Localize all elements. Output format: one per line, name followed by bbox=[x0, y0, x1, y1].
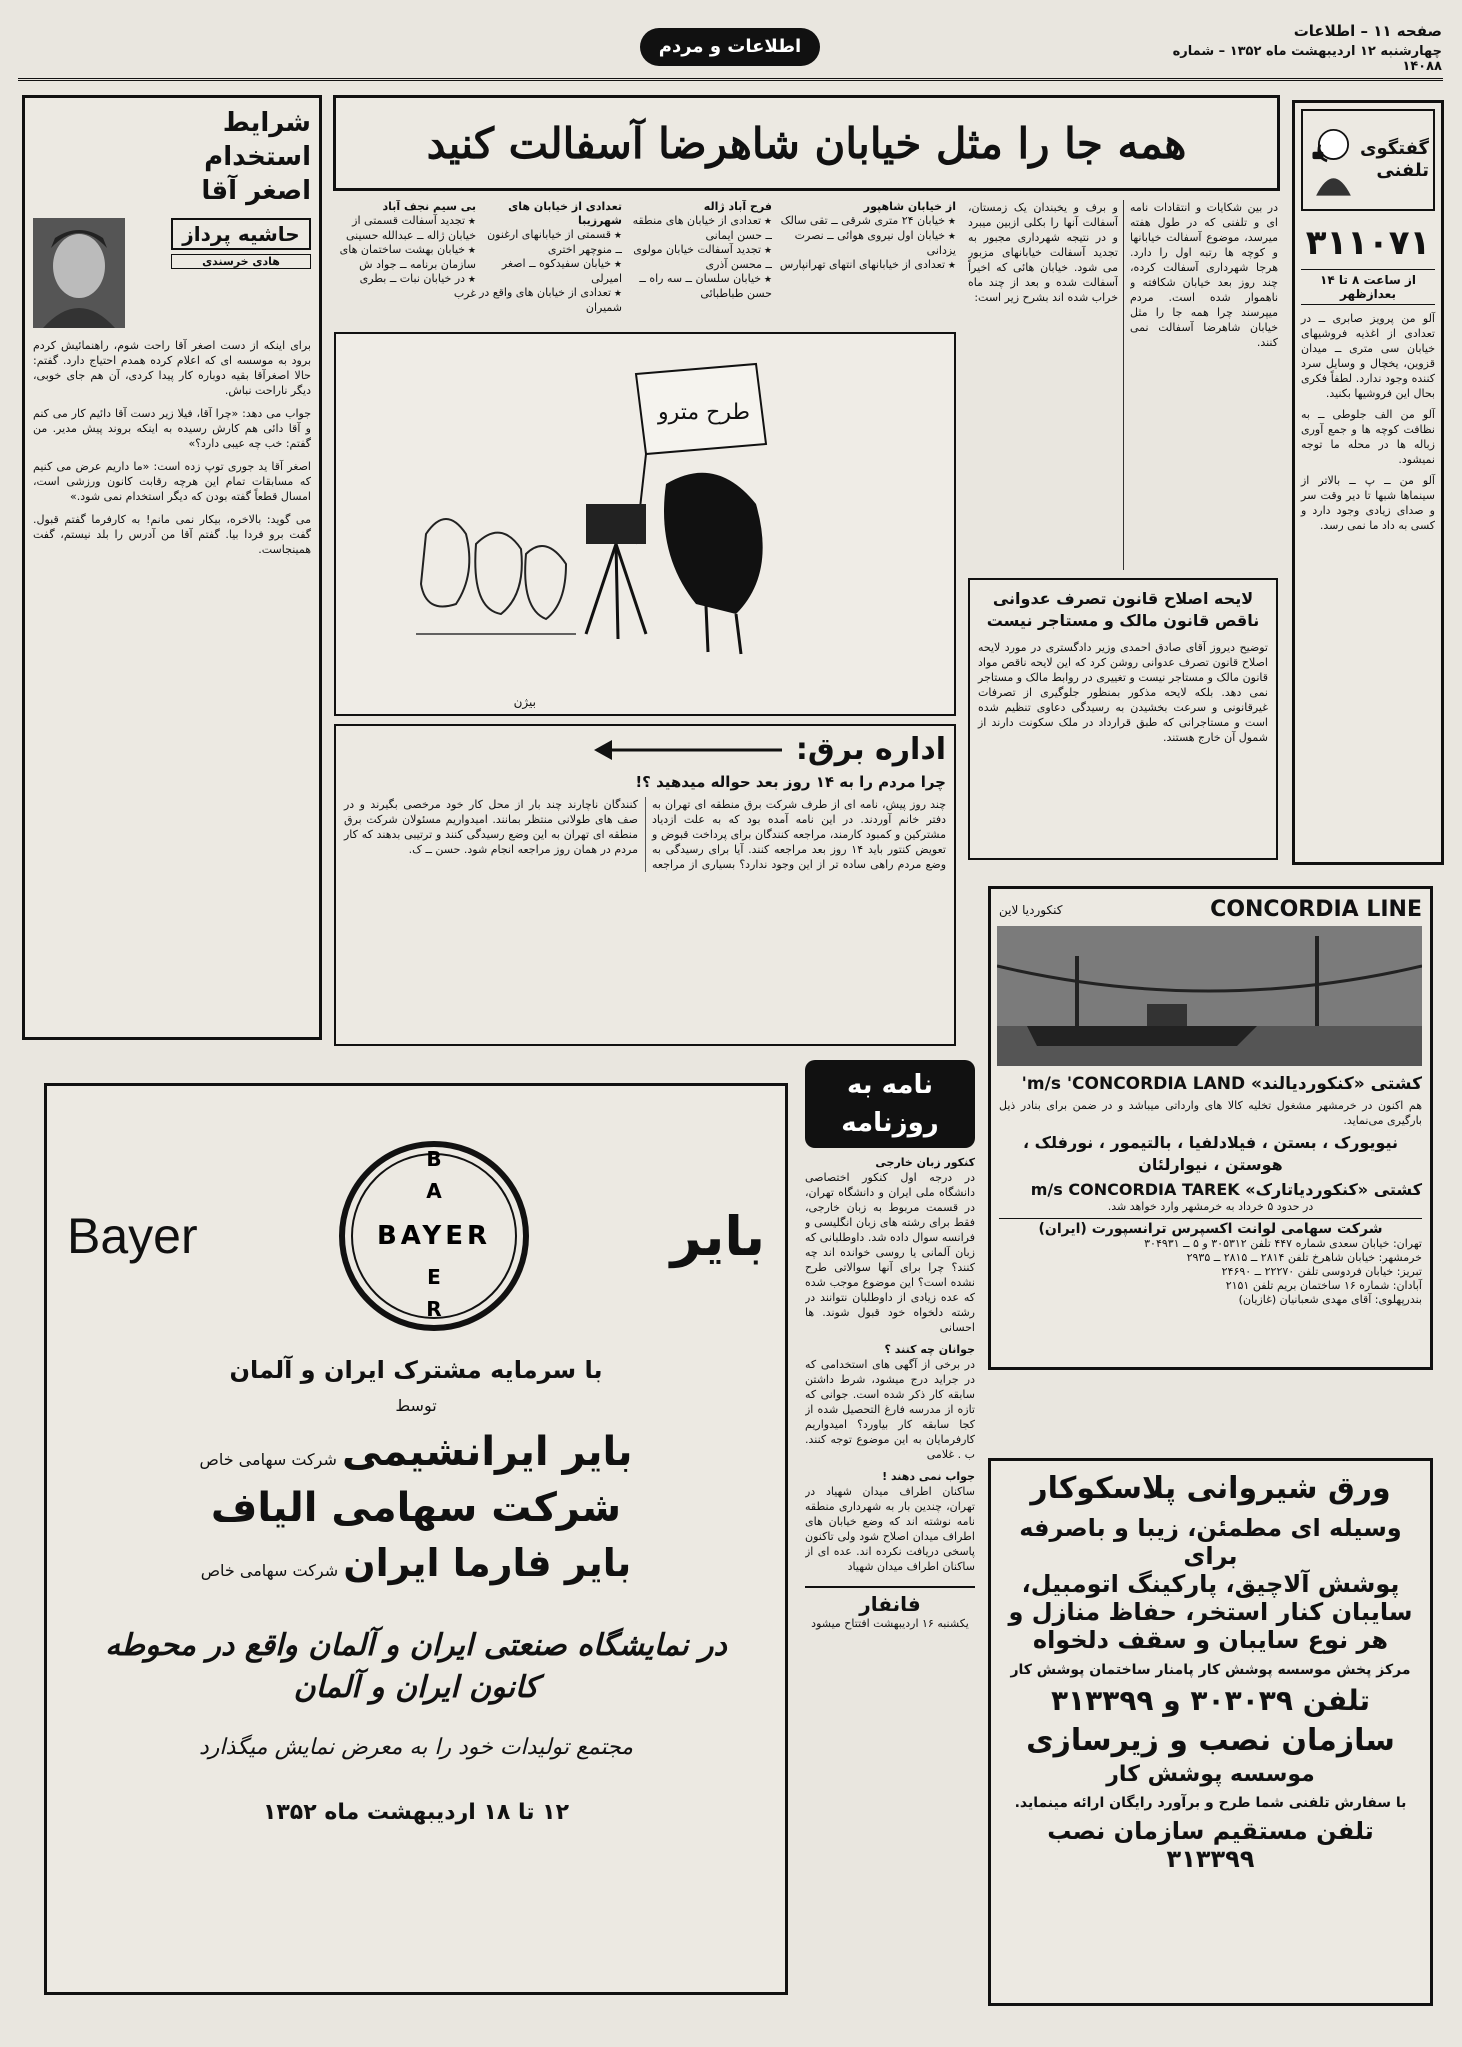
bayer-co3-type: شرکت سهامی خاص bbox=[200, 1561, 339, 1580]
condition-text: جواب می دهد: «چرا آقا، فیلا زیر دست آقا دائیم کار می کنم و آقا دائی هم کارش رسیده به اینکه بروند پیش مدیر. من گفتم: خب چه عیبی دارد؟» bbox=[33, 407, 311, 450]
bayer-ad bbox=[44, 1083, 788, 1995]
asphalt-intro-col1: در بین شکایات و انتقادات نامه ای و تلفنی که در طول هفته میرسد، موضوع آسفالت خیابانها و کوچه ها رتبه اول را دارد. هرجا شهرداری آسفالت کرده، چند روز بعد خیابان شکافته و ناهموار شده است. مردم میپرسند چرا همه جا را مثل خیابان شاهرضا آسفالت نمی کنند. bbox=[1130, 201, 1278, 349]
plasco-line: پوشش آلاچیق، پارکینگ اتومبیل، bbox=[1021, 1570, 1400, 1598]
letter-title: جواب نمی دهند ! bbox=[882, 1470, 975, 1483]
bayer-dates: ۱۲ تا ۱۸ اردیبهشت ماه ۱۳۵۲ bbox=[262, 1800, 570, 1825]
ship1: کشتی «کنکوردیالند» m/s 'CONCORDIA LAND' bbox=[1021, 1074, 1422, 1094]
left-arrow-icon bbox=[594, 738, 784, 762]
cross-letter: E bbox=[427, 1265, 441, 1289]
plasco-direct: تلفن مستقیم سازمان نصب ۳۱۳۳۹۹ bbox=[1047, 1817, 1374, 1873]
cross-letter: B bbox=[426, 1147, 442, 1171]
phone-item: آلو من ــ پ ــ بالاتر از سینماها شبها تا دیر وقت سر و صدای زیادی وجود دارد و کسی به داد ما نمی رسد. bbox=[1301, 474, 1435, 532]
street-list-head: فرح آباد ژاله bbox=[703, 200, 772, 213]
plasco-center: مرکز پخش موسسه پوشش کار پامنار ساختمان پوشش کار bbox=[1010, 1662, 1411, 1678]
letters-footer bbox=[805, 1586, 975, 1631]
street-item: ★ تعدادی از خیابان های واقع در شمیران bbox=[478, 286, 622, 315]
condition-text: اصغر آقا ید جوری توپ زده است: «ما داریم عرض می کنیم که مسابقات تمام این هرچه رقابت کانون ورزشی است، امسال قطعاً گفته بودن که دیگر استخدام نمی شود.» bbox=[33, 460, 311, 503]
phone-box-header bbox=[1301, 109, 1435, 211]
letters-footer-text: یکشنبه ۱۶ اردیبهشت افتتاح میشود bbox=[811, 1617, 969, 1630]
cross-word: Bayer bbox=[377, 1221, 492, 1251]
concordia-office: تهران: خیابان سعدی شماره ۴۴۷ تلفن ۳۰۵۳۱۲ و ۵ ــ ۳۰۴۹۳۱ bbox=[1144, 1237, 1422, 1250]
law-title: لایحه اصلاح قانون تصرف عدوانی ناقص قانون مالک و مستاجر نیست bbox=[986, 589, 1260, 630]
concordia-brand-en: CONCORDIA LINE bbox=[1210, 897, 1422, 922]
plasco-title: ورق شیروانی پلاسکوکار bbox=[1030, 1471, 1391, 1506]
electricity-box bbox=[334, 724, 956, 1046]
ship2: کشتی «کنکوردیاتارک» m/s CONCORDIA TAREK bbox=[1030, 1180, 1422, 1199]
phone-number: ۳۱۱۰۷۱ bbox=[1305, 223, 1431, 263]
concordia-ad bbox=[988, 886, 1433, 1370]
electricity-header bbox=[344, 732, 946, 767]
bayer-expo: در نمایشگاه صنعتی ایران و آلمان واقع در محوطه کانون ایران و آلمان bbox=[105, 1628, 727, 1705]
street-list-head: تعدادی از خیابان های شهرزیبا bbox=[508, 200, 622, 227]
street-item: ★ تعدادی از خیابانهای انتهای تهرانپارس bbox=[776, 258, 956, 273]
cross-letter: A bbox=[426, 1179, 442, 1203]
street-item: ★ قسمتی از خیابانهای ارغنون ــ منوچهر اختری bbox=[478, 228, 622, 257]
bayer-co3-block bbox=[67, 1541, 765, 1585]
street-item: ★ تجدید آسفالت خیابان مولوی ــ محسن آذری bbox=[624, 243, 772, 272]
phone-box-title: گفتگوی تلفنی bbox=[1359, 138, 1429, 181]
electricity-headline: اداره برق: bbox=[795, 732, 946, 767]
letter-title: جوانان چه کنند ؟ bbox=[884, 1343, 975, 1356]
cross-letter: R bbox=[426, 1297, 442, 1321]
concordia-ports: نیویورک ، بستن ، فیلادلفیا ، بالتیمور ، نورفلک ، هوستن ، نیوارلئان bbox=[1022, 1133, 1399, 1174]
letter-text: ساکنان اطراف میدان شهیاد در تهران، چندین بار به شهرداری منطقه نامه نوشته اند که وضع خیابان های اطراف میدان اصلاح شود ولی تاکنون پاسخی دریافت نکرده اند. عده ای از ساکنان اطراف میدان شهیاد bbox=[805, 1485, 975, 1573]
street-list-4 bbox=[336, 200, 476, 320]
concordia-office: تبریز: خیابان فردوسی تلفن ۲۲۲۷۰ ــ ۲۴۶۹۰ bbox=[1221, 1265, 1422, 1278]
cartoon-signature: بیژن bbox=[513, 695, 536, 709]
letter-title: کنکور زبان خارجی bbox=[875, 1156, 975, 1169]
condition-byline bbox=[33, 218, 311, 328]
page-line: صفحه ۱۱ – اطلاعات bbox=[1293, 22, 1442, 40]
concordia-office: بندرپهلوی: آقای مهدی شعبانیان (غازیان) bbox=[1238, 1293, 1422, 1306]
masthead-rule bbox=[18, 78, 1443, 81]
author-portrait bbox=[33, 218, 125, 328]
concordia-company: شرکت سهامی لوانت اکسپرس ترانسپورت (ایران) bbox=[999, 1218, 1422, 1237]
letter-text: در برخی از آگهی های استخدامی که در جراید درج میشود، شرط داشتن سابقه کار ذکر شده است. جوانی که تازه از مدرسه فارغ التحصیل شده از کجا سابقه کار بیاورد؟ امیدواریم کارفرمایان به این موضوع توجه کنند. ب . غلامی bbox=[805, 1358, 975, 1461]
letters-footer-title: فانفار bbox=[859, 1592, 921, 1616]
plasco-ad bbox=[988, 1458, 1433, 2006]
phone-item: آلو من پرویز صابری ــ در تعدادی از اغذیه فروشیهای خیابان سی متری ــ میدان قزوین، یخچال و وسایل سرد کننده وجود ندارد. لطفاً فکری بحال این فروشیها بکنید. bbox=[1301, 312, 1435, 400]
condition-title: شرایط استخدام اصغر آقا bbox=[201, 108, 311, 206]
telephone-operator-icon bbox=[1307, 121, 1360, 199]
street-list-head: از خیابان شاهپور bbox=[863, 200, 956, 213]
bayer-persian-logo: بایر bbox=[670, 1204, 765, 1268]
street-list-2 bbox=[624, 200, 772, 320]
headline-box bbox=[333, 95, 1280, 191]
law-box bbox=[968, 578, 1278, 860]
street-list-3 bbox=[478, 200, 622, 320]
cartoon-illustration bbox=[336, 334, 954, 714]
bayer-cross-logo bbox=[334, 1136, 534, 1336]
bayer-co2: شرکت سهامی الیاف bbox=[210, 1485, 622, 1531]
headline: همه جا را مثل خیابان شاهرضا آسفالت کنید bbox=[426, 118, 1187, 168]
bayer-co1-block bbox=[67, 1429, 765, 1475]
street-item: ★ خیابان سلسان ــ سه راه ــ حسن طباطبائی bbox=[624, 272, 772, 301]
phone-hours: از ساعت ۸ تا ۱۴ بعدازظهر bbox=[1301, 269, 1435, 305]
concordia-office: خرمشهر: خیابان شاهرخ تلفن ۲۸۱۴ ــ ۲۸۱۵ ــ ۲۹۳۵ bbox=[1186, 1251, 1422, 1264]
condition-column bbox=[22, 95, 322, 1040]
asphalt-intro-col2: و برف و یخبندان یک زمستان، آسفالت آنها را بکلی ازبین میبرد و در نتیجه شهرداری مجبور به تجدید آسفالت خیابانهای مزبور می شود. خیابان هائی که اخیراً آسفالت شده و بعد از چند ماه خراب شده اند بشرح زیر است: bbox=[968, 201, 1118, 304]
bayer-logo-row bbox=[67, 1136, 765, 1336]
plasco-line: سایبان کنار استخر، حفاظ منازل و bbox=[1008, 1598, 1413, 1626]
electricity-subhead: چرا مردم را به ۱۴ روز بعد حواله میدهید ؟! bbox=[635, 773, 946, 791]
electricity-text: چند روز پیش، نامه ای از طرف شرکت برق منطقه ای تهران به دفتر خانم آوردند. در این نامه آمده بود که به علت ازدیاد مشترکین و کمبود کارمند، مراجعه کنندگان برای پرداخت قبوض و تعویض کنتور باید ۱۴ روز بعد مراجعه کنند. آیا برای رسیدگی به وضع مردم راهی ساده تر از این وجود ندارد؟ بسیاری از مراجعه کنندگان ناچارند چند بار از محل کار خود مرخصی بگیرند و در صف های طولانی منتظر بمانند. امیدواریم مسئولان شرکت برق منطقه ای تهران به این وضع رسیدگی کنند و ترتیبی بدهند که کار مردم در همان روز مراجعه انجام شود. حسن ــ ک. bbox=[344, 798, 946, 871]
street-list-head: بی سیم نجف آباد bbox=[382, 200, 476, 213]
plasco-org: سازمان نصب و زیرسازی bbox=[1026, 1723, 1395, 1758]
concordia-header bbox=[999, 897, 1422, 922]
street-item: ★ تجدید آسفالت قسمتی از خیابان ژاله ــ عبدالله حسینی bbox=[336, 214, 476, 243]
phone-box bbox=[1292, 100, 1444, 865]
plasco-note: با سفارش تلفنی شما طرح و برآورد رایگان ارائه مینماید. bbox=[1014, 1795, 1407, 1811]
ship-photo bbox=[997, 926, 1422, 1066]
street-item: ★ در خیابان نبات ــ بطری غرب bbox=[336, 272, 476, 301]
letter-text: در درجه اول کنکور اختصاصی دانشگاه ملی ایران و دانشگاه تهران، در قسمت مربوط به زبان خارجی، فقط برای رشته های زبان انگلیسی و فرانسه سوال داده شد. داوطلبانی که زبان آلمانی یا روسی خوانده اند چه کنند؟ چرا برای آنها سوالاتی طرح نشده است؟ این موضوع موجب شده که عده زیادی از داوطلبان نتوانند در رشته دلخواه خود قبول شوند. ها احسانی bbox=[805, 1171, 975, 1334]
street-item: ★ خیابان اول نیروی هوائی ــ نصرت یزدانی bbox=[776, 229, 956, 258]
street-item: ★ تعدادی از خیابان های منطقه ــ حسن ایمانی bbox=[624, 214, 772, 243]
plasco-inst: موسسه پوشش کار bbox=[1106, 1762, 1315, 1787]
bayer-line1: با سرمایه مشترک ایران و آلمان bbox=[229, 1356, 603, 1384]
condition-tag-block bbox=[171, 218, 311, 328]
condition-text: برای اینکه از دست اصغر آقا راحت شوم، راهنمائیش کردم برود به موسسه ای که اعلام کرده همدم احتیاج دارد. گفتم: حالا اصغرآقا بقیه دوباره کار پیدا کردی، آن هم جای خوبی، دیگر ناراحت نباش. bbox=[33, 339, 311, 397]
concordia-brand-fa: کنکوردیا لاین bbox=[999, 902, 1063, 917]
condition-tag: حاشیه پرداز bbox=[171, 218, 311, 250]
column-rule bbox=[1123, 200, 1124, 570]
concordia-desc: هم اکنون در خرمشهر مشغول تخلیه کالا های وارداتی میباشد و در ضمن برای بنادر ذیل بارگیری می‌نماید. bbox=[999, 1099, 1422, 1127]
street-item: ★ خیابان بهشت ساختمان های سازمان برنامه ــ جواد ش bbox=[336, 243, 476, 272]
plasco-phone: تلفن ۳۰۳۰۳۹ و ۳۱۳۳۹۹ bbox=[1050, 1684, 1371, 1717]
bayer-via: توسط bbox=[395, 1396, 437, 1415]
street-item: ★ خیابان سفیدکوه ــ اصغر امیرلی bbox=[478, 257, 622, 286]
bayer-co3: بایر فارما ایران bbox=[343, 1541, 632, 1585]
street-list-1 bbox=[776, 200, 956, 320]
letters-title: نامه به روزنامه bbox=[805, 1060, 975, 1148]
law-text: توضیح دیروز آقای صادق احمدی وزیر دادگستری در مورد لایحه اصلاح قانون تصرف عدوانی روشن کرد که این لایحه ناقص مواد قانون مالک و مستاجر نیست و تغییری در روابط مالک و مستاجر نمی دهد. بلکه لایحه مذکور بمنظور جلوگیری از تصرفات غیرقانونی و سرعت بخشیدن به رسیدگی دعاوی تنظیم شده است و مستاجرانی که طبق قرارداد در ملک سکونت دارند از شمول آن خارج هستند. bbox=[978, 641, 1268, 744]
section-badge: اطلاعات و مردم bbox=[640, 28, 820, 66]
concordia-arrival: در حدود ۵ خرداد به خرمشهر وارد خواهد شد. bbox=[1107, 1200, 1314, 1213]
phone-item: آلو من الف جلوطی ــ به نظافت کوچه ها و جمع آوری زباله ها در محله ما توجه نمیشود. bbox=[1301, 408, 1435, 466]
masthead-info bbox=[1132, 22, 1442, 72]
plasco-line: هر نوع سایبان و سقف دلخواه bbox=[1032, 1626, 1389, 1654]
concordia-office: آبادان: شماره ۱۶ ساختمان بریم تلفن ۲۱۵۱ bbox=[1225, 1279, 1422, 1292]
date-line: چهارشنبه ۱۲ اردیبهشت ماه ۱۳۵۲ – شماره ۱۴۰۸۸ bbox=[1172, 44, 1442, 72]
bayer-co1: بایر ایرانشیمی bbox=[341, 1429, 633, 1475]
condition-text: می گوید: بالاخره، بیکار نمی مانم! به کارفرما گفتم قبول. گفت برو فردا بیا. گفتم آقا من آدرس را بلد نیستم، گفت همینجاست. bbox=[33, 513, 311, 556]
condition-author: هادی خرسندی bbox=[171, 254, 311, 269]
letters-column bbox=[805, 1060, 975, 2005]
street-item: ★ خیابان ۲۴ متری شرقی ــ تقی سالک bbox=[776, 214, 956, 229]
bayer-co1-type: شرکت سهامی خاص bbox=[199, 1450, 337, 1469]
cartoon-sign-text: طرح مترو bbox=[657, 400, 751, 425]
plasco-line: وسیله ای مطمئن، زیبا و باصرفه برای bbox=[1019, 1514, 1402, 1570]
bayer-products: مجتمع تولیدات خود را به معرض نمایش میگذارد bbox=[198, 1735, 634, 1760]
bayer-latin: Bayer bbox=[67, 1208, 198, 1264]
metro-cartoon bbox=[334, 332, 956, 716]
